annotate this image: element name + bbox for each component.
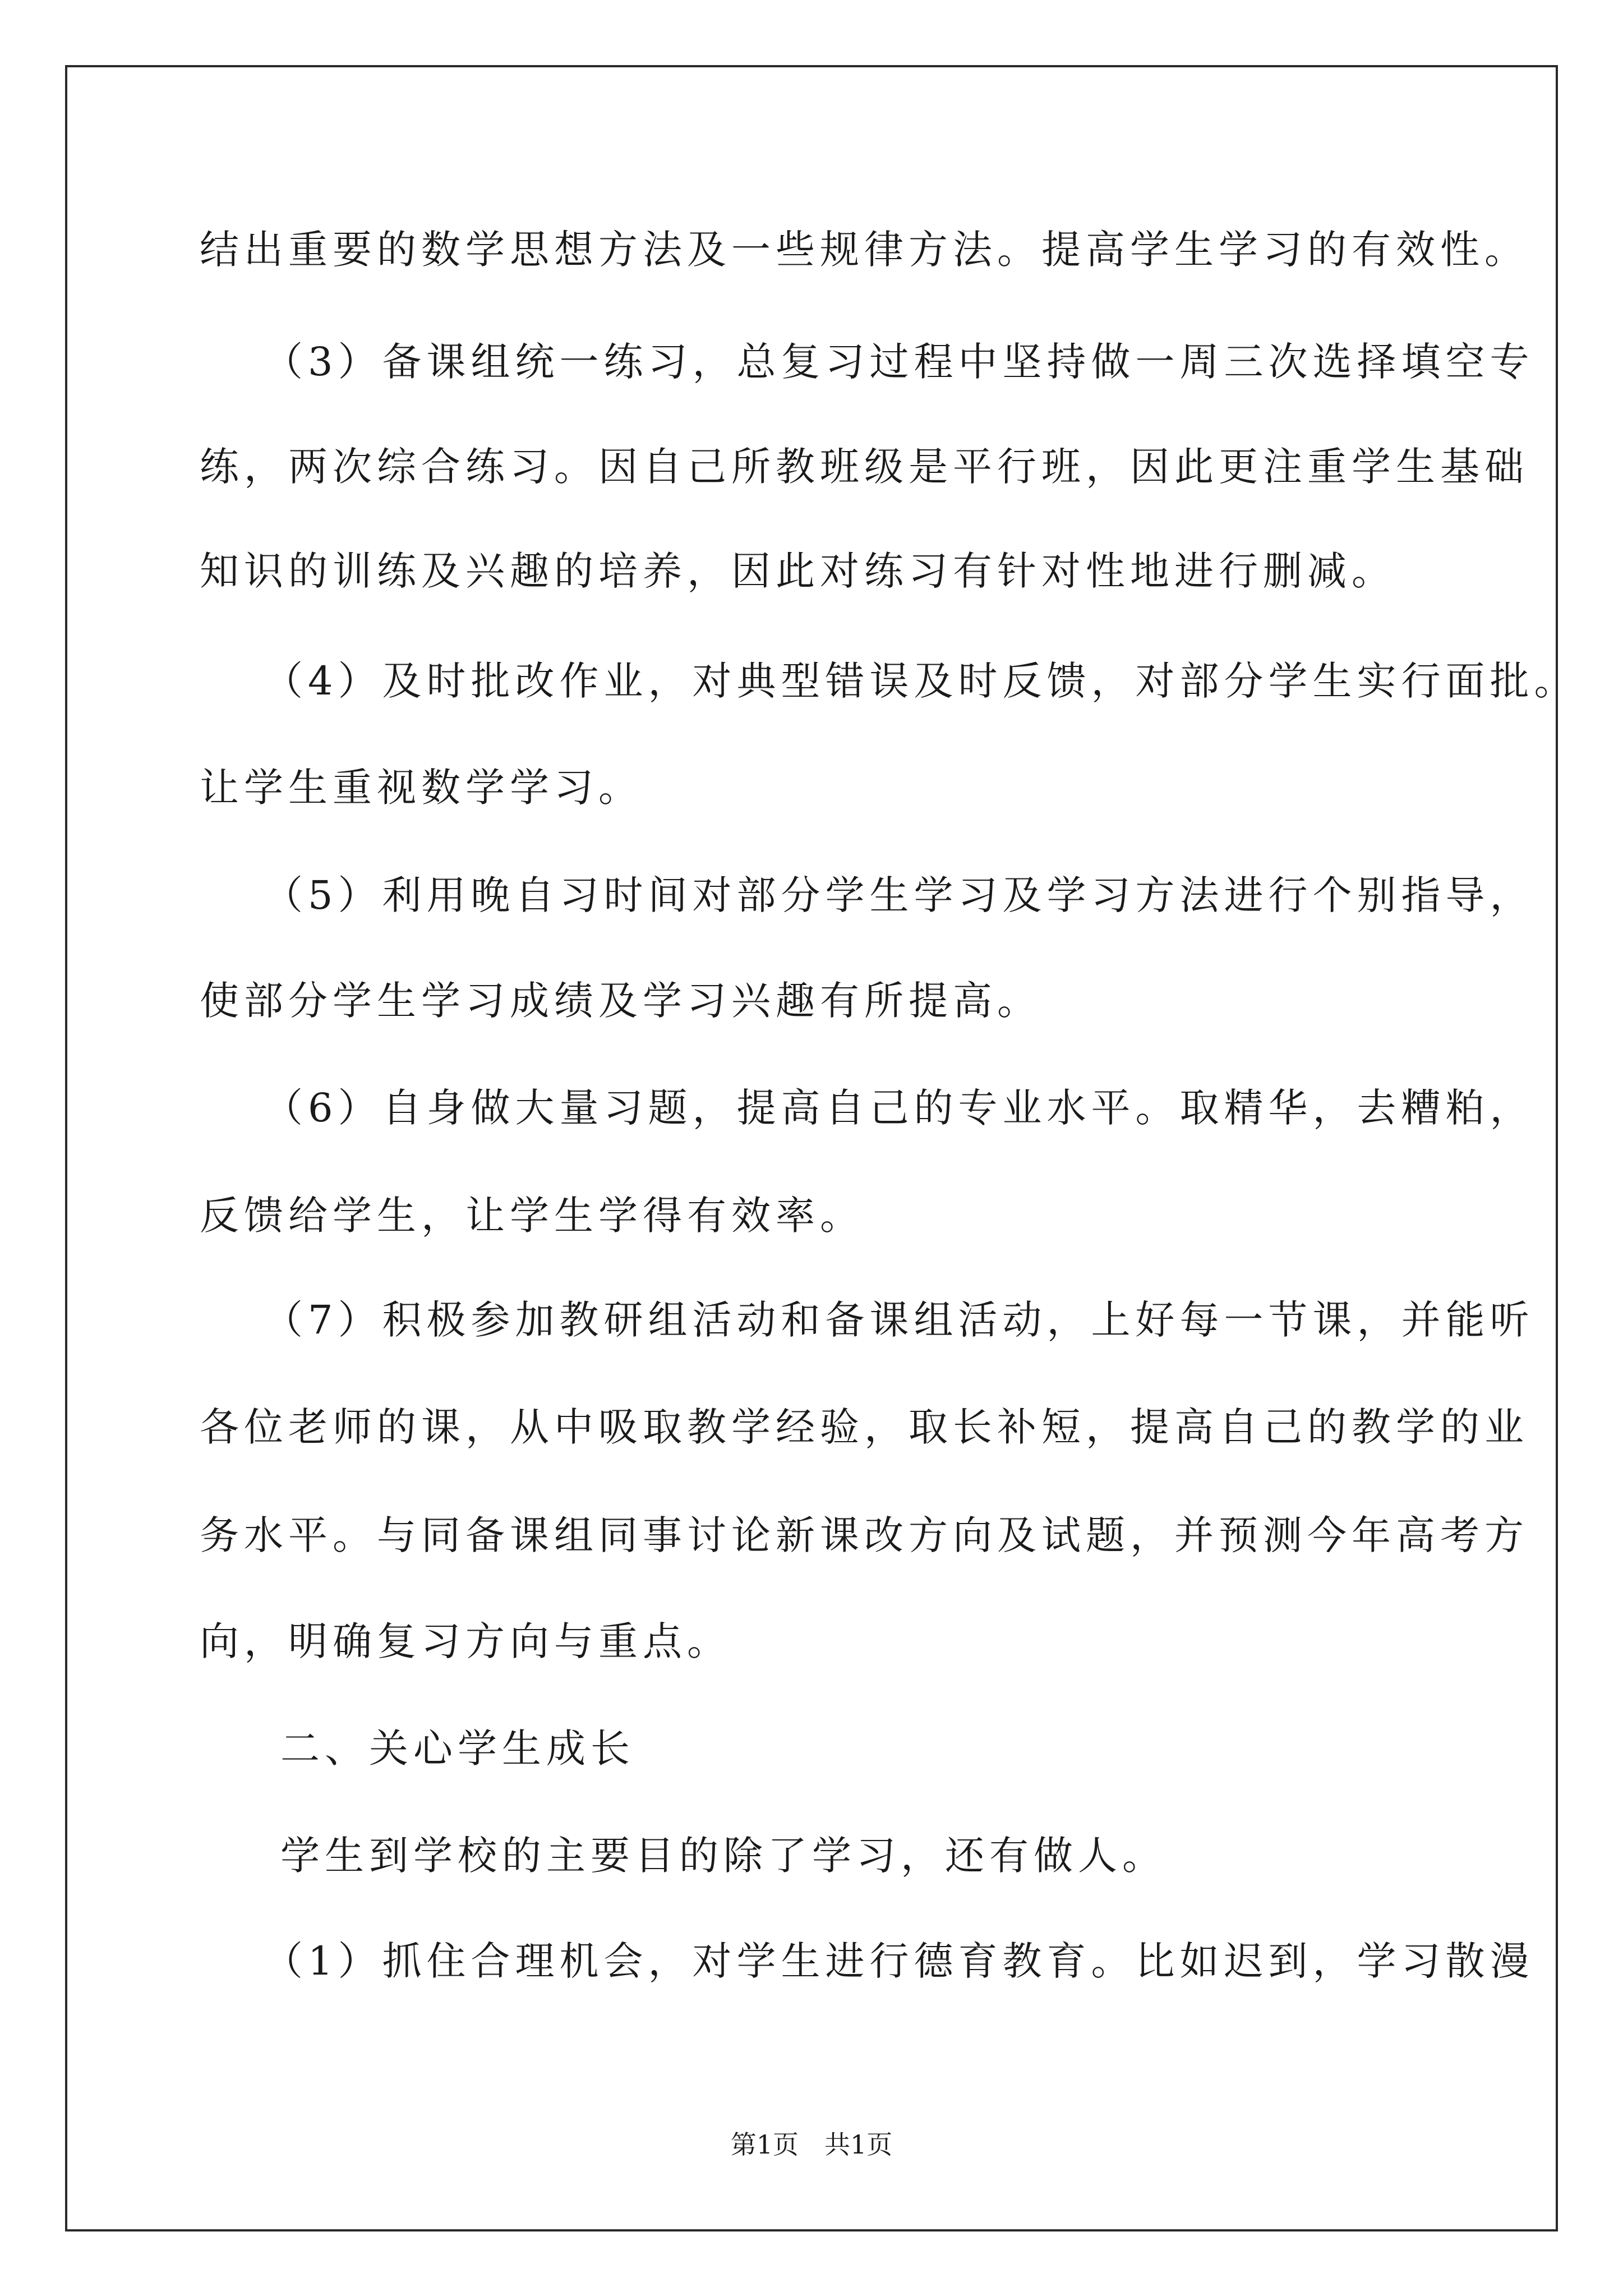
text-line-11: （7）积极参加教研组活动和备课组活动，上好每一节课，并能听 xyxy=(264,1297,1534,1343)
text-line-7: （5）利用晚自习时间对部分学生学习及学习方法进行个别指导， xyxy=(264,872,1534,918)
text-line-17: （1）抓住合理机会，对学生进行德育教育。比如迟到，学习散漫 xyxy=(264,1938,1534,1984)
text-line-8: 使部分学生学习成绩及学习兴趣有所提高。 xyxy=(200,978,1041,1024)
text-line-10: 反馈给学生，让学生学得有效率。 xyxy=(200,1193,864,1239)
text-line-13: 务水平。与同备课组同事讨论新课改方向及试题，并预测今年高考方 xyxy=(200,1512,1529,1558)
text-line-3: 练，两次综合练习。因自己所教班级是平行班，因此更注重学生基础 xyxy=(200,444,1529,490)
text-line-5: （4）及时批改作业，对典型错误及时反馈，对部分学生实行面批。 xyxy=(264,658,1579,704)
page-footer: 第1页 共1页 xyxy=(730,2129,893,2160)
section-heading: 二、关心学生成长 xyxy=(280,1726,635,1772)
text-line-6: 让学生重视数学学习。 xyxy=(200,765,643,811)
page-border xyxy=(65,65,1558,2231)
text-line-1: 结出重要的数学思想方法及一些规律方法。提高学生学习的有效性。 xyxy=(200,227,1529,273)
text-line-12: 各位老师的课，从中吸取教学经验，取长补短，提高自己的教学的业 xyxy=(200,1404,1529,1450)
text-line-9: （6）自身做大量习题，提高自己的专业水平。取精华，去糟粕， xyxy=(264,1085,1534,1131)
text-line-16: 学生到学校的主要目的除了学习，还有做人。 xyxy=(280,1833,1166,1879)
text-line-14: 向，明确复习方向与重点。 xyxy=(200,1618,731,1664)
text-line-4: 知识的训练及兴趣的培养，因此对练习有针对性地进行删减。 xyxy=(200,548,1396,594)
text-line-2: （3）备课组统一练习，总复习过程中坚持做一周三次选择填空专 xyxy=(264,339,1534,385)
